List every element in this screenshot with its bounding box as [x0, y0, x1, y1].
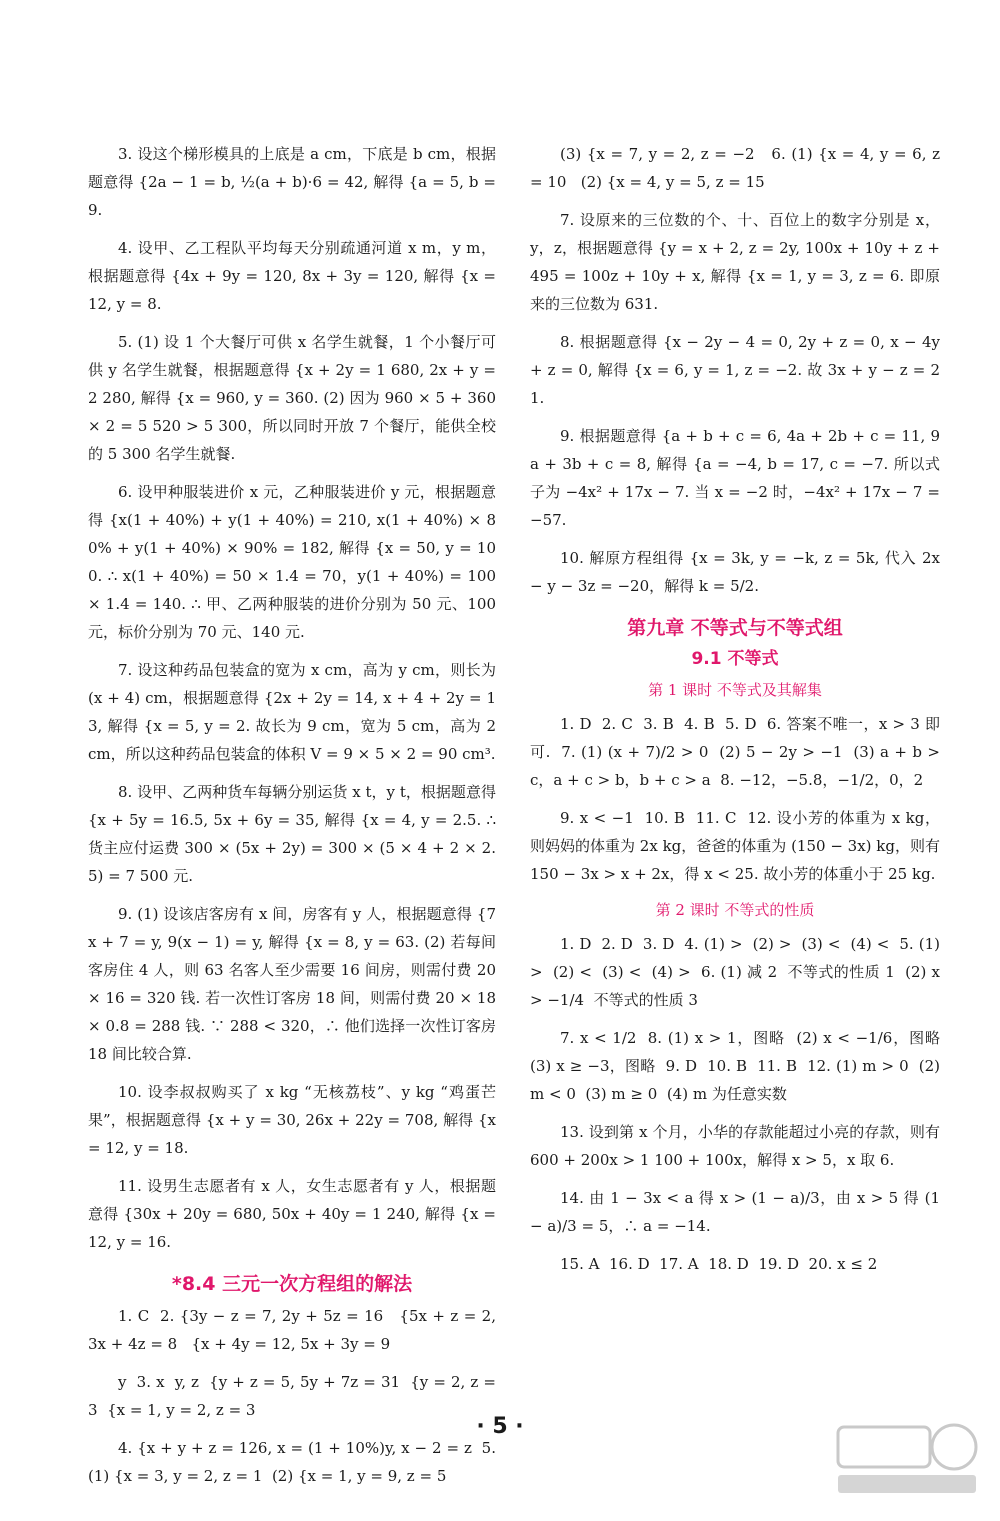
lesson-heading: 第 1 课时 不等式及其解集 [648, 681, 822, 699]
answer-paragraph: 8. 设甲、乙两种货车每辆分别运货 x t，y t，根据题意得 {x + 5y = 16.5, 5x + 6y = 35, 解得 {x = 4, y = 2.5. ∴ 货主应付运费 300 × (5x + 2y) = 300 × (5 × 4 + 2 × 2.5) = 7 500 元. [88, 783, 501, 885]
answer-paragraph: 9. x < −1 10. B 11. C 12. 设小芳的体重为 x kg，则妈妈的体重为 2x kg，爸爸的体重为 (150 − 3x) kg，则有 150 − 3x > x + 2x，得 x < 25. 故小芳的体重小于 25 kg. [530, 809, 945, 883]
answer-paragraph: 9. 根据题意得 {a + b + c = 6, 4a + 2b + c = 11, 9a + 3b + c = 8, 解得 {a = −4, b = 17, c = −7. 所以式子为 −4x² + 17x − 7. 当 x = −2 时，−4x² + 17x − 7 = −57. [530, 427, 945, 529]
watermark-logo [832, 1419, 982, 1499]
answer-paragraph: 4. 设甲、乙工程队平均每天分别疏通河道 x m，y m，根据题意得 {4x + 9y = 120, 8x + 3y = 120, 解得 {x = 12, y = 8. [88, 239, 501, 313]
answer-paragraph: 15. A 16. D 17. A 18. D 19. D 20. x ≤ 2 [560, 1255, 878, 1273]
answer-paragraph: 11. 设男生志愿者有 x 人，女生志愿者有 y 人，根据题意得 {30x + 20y = 680, 50x + 40y = 1 240, 解得 {x = 12, y = 16. [88, 1177, 501, 1251]
subsection-heading: 9.1 不等式 [691, 649, 779, 669]
answer-paragraph: 14. 由 1 − 3x < a 得 x > (1 − a)/3，由 x > 5 得 (1 − a)/3 = 5，∴ a = −14. [530, 1189, 945, 1235]
lesson-heading: 第 2 课时 不等式的性质 [655, 901, 815, 919]
answer-paragraph: 10. 解原方程组得 {x = 3k, y = −k, z = 5k, 代入 2x − y − 3z = −20，解得 k = 5/2. [530, 549, 945, 595]
answer-paragraph: 7. 设原来的三位数的个、十、百位上的数字分别是 x，y，z，根据题意得 {y = x + 2, z = 2y, 100x + 10y + z + 495 = 100z + 10y + x, 解得 {x = 1, y = 3, z = 6. 即原来的三位数为 631. [530, 211, 945, 313]
answer-paragraph: 10. 设李叔叔购买了 x kg “无核荔枝”、y kg “鸡蛋芒果”，根据题意得 {x + y = 30, 26x + 22y = 708, 解得 {x = 12, y = 18. [88, 1083, 501, 1157]
answer-paragraph: 3. 设这个梯形模具的上底是 a cm，下底是 b cm，根据题意得 {2a − 1 = b, ½(a + b)·6 = 42, 解得 {a = 5, b = 9. [88, 145, 501, 219]
answer-paragraph: 7. 设这种药品包装盒的宽为 x cm，高为 y cm，则长为 (x + 4) cm，根据题意得 {2x + 2y = 14, x + 4 + 2y = 13, 解得 {x = 5, y = 2. 故长为 9 cm，宽为 5 cm，高为 2 cm，所以这种药品包装盒的体积 V = 9 × 5 × 2 = 90 cm³. [88, 661, 501, 763]
page-number: · 5 · [476, 1414, 524, 1439]
answer-paragraph: 8. 根据题意得 {x − 2y − 4 = 0, 2y + z = 0, x − 4y + z = 0, 解得 {x = 6, y = 1, z = −2. 故 3x + y − z = 21. [530, 333, 945, 407]
answer-paragraph: 1. D 2. C 3. B 4. B 5. D 6. 答案不唯一，x > 3 即可. 7. (1) (x + 7)/2 > 0 (2) 5 − 2y > −1 (3) a + b > c，a + c > b，b + c > a 8. −12，−5.8，−1/2，0，2 [530, 715, 945, 789]
answer-paragraph: (3) {x = 7, y = 2, z = −2 6. (1) {x = 4, y = 6, z = 10 (2) {x = 4, y = 5, z = 15 [530, 145, 945, 191]
answer-paragraph: y 3. x y, z {y + z = 5, 5y + 7z = 31 {y = 2, z = 3 {x = 1, y = 2, z = 3 [88, 1373, 501, 1419]
left-column [88, 140, 501, 1500]
answer-paragraph: 5. (1) 设 1 个大餐厅可供 x 名学生就餐，1 个小餐厅可供 y 名学生就餐，根据题意得 {x + 2y = 1 680, 2x + y = 2 280, 解得 {x = 960, y = 360. (2) 因为 960 × 5 + 360 × 2 = 5 520 > 5 300，所以同时开放 7 个餐厅，能供全校的 5 300 名学生就餐. [88, 333, 501, 463]
section-heading: 第九章 不等式与不等式组 [627, 617, 843, 639]
answer-paragraph: 7. x < 1/2 8. (1) x > 1，图略 (2) x < −1/6，图略 (3) x ≥ −3，图略 9. D 10. B 11. B 12. (1) m > 0 (2) m < 0 (3) m ≥ 0 (4) m 为任意实数 [530, 1029, 950, 1103]
answer-paragraph: 4. {x + y + z = 126, x = (1 + 10%)y, x − 2 = z 5. (1) {x = 3, y = 2, z = 1 (2) {x = 1, y = 9, z = 5 [88, 1439, 501, 1485]
section-heading: *8.4 三元一次方程组的解法 [171, 1273, 413, 1295]
answer-paragraph: 9. (1) 设该店客房有 x 间，房客有 y 人，根据题意得 {7x + 7 = y, 9(x − 1) = y, 解得 {x = 8, y = 63. (2) 若每间客房住 4 人，则 63 名客人至少需要 16 间房，则需付费 20 × 16 = 320 钱. 若一次性订客房 18 间，则需付费 20 × 18 × 0.8 = 288 钱. ∵ 288 < 320，∴ 他们选择一次性订客房 18 间比较合算. [88, 905, 501, 1063]
answer-paragraph: 6. 设甲种服装进价 x 元，乙种服装进价 y 元，根据题意得 {x(1 + 40%) + y(1 + 40%) = 210, x(1 + 40%) × 80% + y(1 + 40%) × 90% = 182, 解得 {x = 50, y = 100. ∴ x(1 + 40%) = 50 × 1.4 = 70，y(1 + 40%) = 100 × 1.4 = 140. ∴ 甲、乙两种服装的进价分别为 50 元、100 元，标价分别为 70 元、140 元. [88, 483, 501, 641]
right-column [530, 140, 950, 1288]
answer-paragraph: 1. D 2. D 3. D 4. (1) > (2) > (3) < (4) < 5. (1) > (2) < (3) < (4) > 6. (1) 减 2 不等式的性质 1 (2) x > −1/4 不等式的性质 3 [530, 935, 945, 1009]
answer-paragraph: 1. C 2. {3y − z = 7, 2y + 5z = 16 {5x + z = 2, 3x + 4z = 8 {x + 4y = 12, 5x + 3y = 9 [88, 1307, 501, 1353]
answer-paragraph: 13. 设到第 x 个月，小华的存款能超过小亮的存款，则有 600 + 200x > 1 100 + 100x，解得 x > 5，x 取 6. [530, 1123, 945, 1169]
